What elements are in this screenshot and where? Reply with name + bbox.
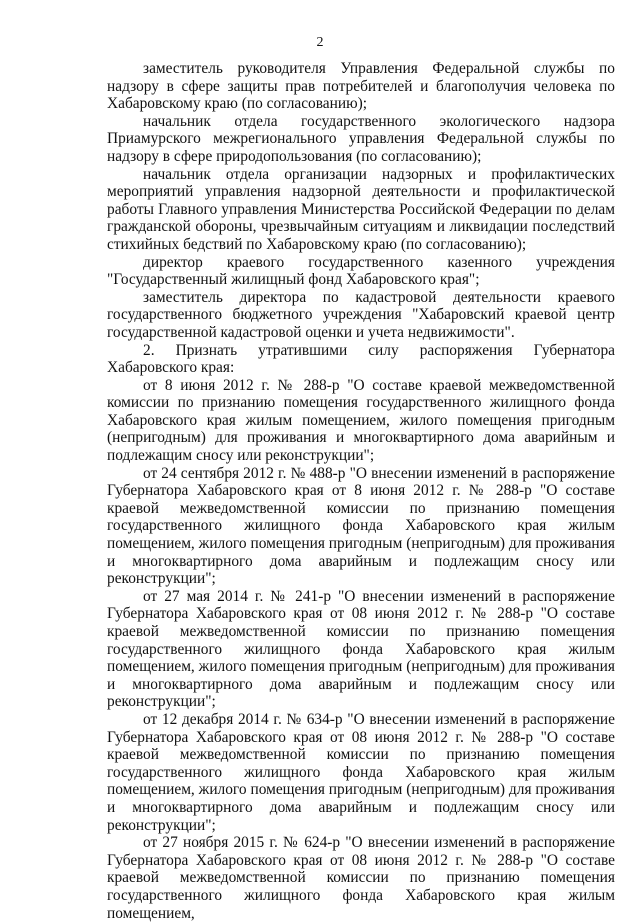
document-body [107, 60, 615, 922]
paragraph-deputy-rospotrebnadzor: заместитель руководителя Управления Федеральной службы по надзору в сфере защиты прав потребителей и благополучия человека по Хабаровскому краю (по согласованию); [107, 60, 615, 113]
paragraph-order-2012-09-24: от 24 сентября 2012 г. № 488-р "О внесении изменений в распоряжение Губернатора Хабаровского края от 8 июня 2012 г. № 288-р "О составе краевой межведомственной комиссии по признанию помещения государственного жилищного фонда Хабаровского края жилым помещением, жилого помещения пригодным (непригодным) для проживания и многоквартирного дома аварийным и подлежащим сносу или реконструкции"; [107, 464, 615, 588]
paragraph-order-2012-06-08: от 8 июня 2012 г. № 288-р "О составе краевой межведомственной комиссии по признанию помещения государственного жилищного фонда Хабаровского края жилым помещением, жилого помещения пригодным (непригодным) для проживания и многоквартирного дома аварийным и подлежащим сносу или реконструкции"; [107, 376, 615, 465]
paragraph-order-2014-05-27: от 27 мая 2014 г. № 241-р "О внесении изменений в распоряжение Губернатора Хабаровского края от 08 июня 2012 г. № 288-р "О составе краевой межведомственной комиссии по признанию помещения государственного жилищного фонда Хабаровского края жилым помещением, жилого помещения пригодным (непригодным) для проживания и многоквартирного дома аварийным и подлежащим сносу или реконструкции"; [107, 587, 615, 711]
paragraph-ecology-supervision: начальник отдела государственного экологического надзора Приамурского межрегионального управления Федеральной службы по надзору в сфере природопользования (по согласованию); [107, 112, 615, 165]
paragraph-emercom-supervision: начальник отдела организации надзорных и профилактических мероприятий управления надзорной деятельности и профилактической работы Главного управления Министерства Российской Федерации по делам гражданской обороны, чрезвычайным ситуациям и ликвидации последствий стихийных бедствий по Хабаровскому краю (по согласованию); [107, 165, 615, 253]
paragraph-order-2015-11-27: от 27 ноября 2015 г. № 624-р "О внесении изменений в распоряжение Губернатора Хабаровского края от 08 июня 2012 г. № 288-р "О составе краевой межведомственной комиссии по признанию помещения государственного жилищного фонда Хабаровского края жилым помещением, [107, 834, 615, 922]
paragraph-housing-fund-director: директор краевого государственного казенного учреждения "Государственный жилищный фонд Хабаровского края"; [107, 253, 615, 289]
paragraph-order-2014-12-12: от 12 декабря 2014 г. № 634-р "О внесении изменений в распоряжение Губернатора Хабаровского края от 08 июня 2012 г. № 288-р "О составе краевой межведомственной комиссии по признанию помещения государственного жилищного фонда Хабаровского края жилым помещением, жилого помещения пригодным (непригодным) для проживания и многоквартирного дома аварийным и подлежащим сносу или реконструкции"; [107, 710, 615, 834]
paragraph-repeal-clause: 2. Признать утратившими силу распоряжения Губернатора Хабаровского края: [107, 341, 615, 377]
page-number: 2 [316, 35, 324, 50]
paragraph-cadastral-deputy: заместитель директора по кадастровой деятельности краевого государственного бюджетного учреждения "Хабаровский краевой центр государственной кадастровой оценки и учета недвижимости". [107, 288, 615, 341]
